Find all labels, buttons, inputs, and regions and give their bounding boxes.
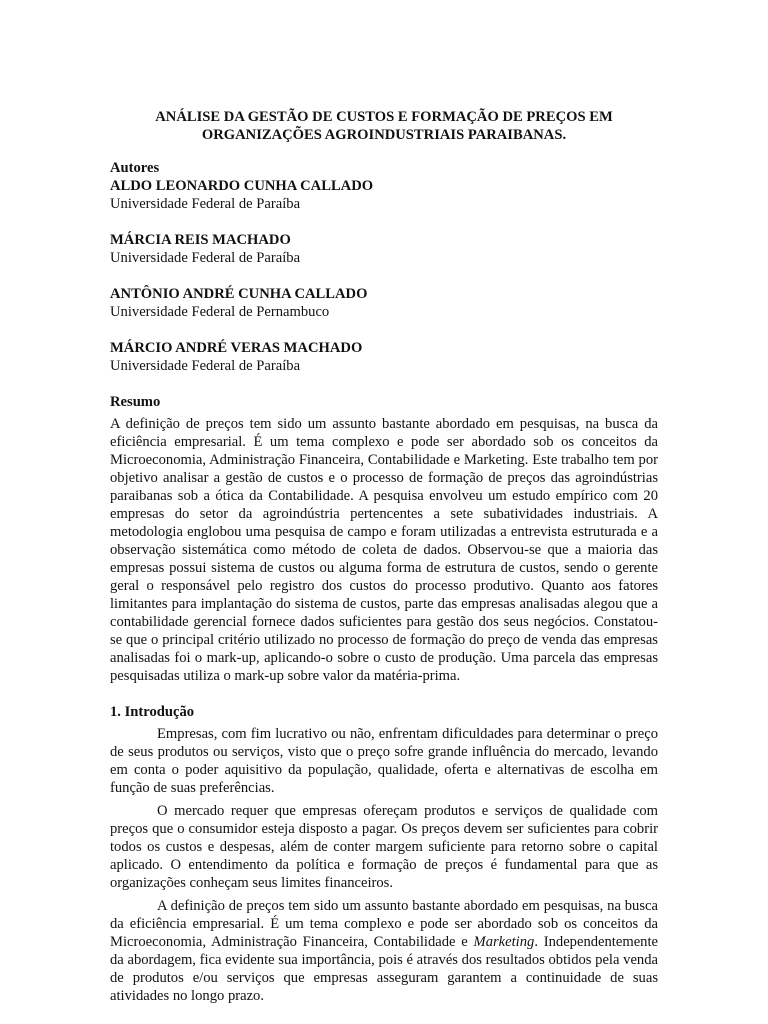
introduction-heading: 1. Introdução [110,704,195,720]
author-block [110,231,658,267]
author-block [110,177,658,213]
author-affiliation: Universidade Federal de Paraíba [110,196,301,212]
paper-title-line-1: ANÁLISE DA GESTÃO DE CUSTOS E FORMAÇÃO DE PREÇOS EM [155,109,613,125]
author-name: ANTÔNIO ANDRÉ CUNHA CALLADO [110,286,368,302]
author-affiliation: Universidade Federal de Pernambuco [110,304,330,320]
introduction-paragraph-3 [110,897,658,1005]
author-affiliation: Universidade Federal de Paraíba [110,358,301,374]
author-block [110,285,658,321]
authors-label: Autores [110,160,160,176]
author-name: MÁRCIA REIS MACHADO [110,232,291,248]
paper-title [110,108,658,144]
abstract-text: A definição de preços tem sido um assunto bastante abordado em pesquisas, na busca da eficiência empresarial. É um tema complexo e pode ser abordado sob os conceitos da Microeconomia, Administração Financeira, Contabilidade e Marketing. Este trabalho tem por objetivo analisar a gestão de custos e o processo de formação de preços das agroindústrias paraibanas sob a ótica da Contabilidade. A pesquisa envolveu um estudo empírico com 20 empresas do setor da agroindústria pertencentes a sete subatividades industriais. A metodologia englobou uma pesquisa de campo e foram utilizadas a entrevista estruturada e a observação sistemática como método de coleta de dados. Observou-se que a maioria das empresas possui sistema de custos ou alguma forma de estrutura de custos, sendo o gerente geral o responsável pelo registro dos custos do processo produtivo. Quanto aos fatores limitantes para implantação do sistema de custos, parte das empresas analisadas alegou que a contabilidade gerencial fornece dados suficientes para gestão dos seus negócios. Constatou-se que o principal critério utilizado no processo de formação do preço de venda das empresas analisadas foi o mark-up, aplicando-o sobre o custo de produção. Uma parcela das empresas pesquisadas utiliza o mark-up sobre valor da matéria-prima. [110,416,658,684]
introduction-paragraph-1: Empresas, com fim lucrativo ou não, enfrentam dificuldades para determinar o preço de seus produtos ou serviços, visto que o preço sofre grande influência do mercado, levando em conta o poder aquisitivo da população, qualidade, oferta e alternativas de escolha em função de suas preferências. [110,726,658,796]
author-name: ALDO LEONARDO CUNHA CALLADO [110,178,374,194]
author-block [110,339,658,375]
paper-title-line-2: ORGANIZAÇÕES AGROINDUSTRIAIS PARAIBANAS. [201,127,567,143]
marketing-italic-term: Marketing [473,934,535,950]
author-name: MÁRCIO ANDRÉ VERAS MACHADO [110,340,363,356]
paragraph-3-text-start: A definição de preços tem sido um assunto bastante abordado em pesquisas, na busca da eficiência empresarial. É um tema complexo e pode ser abordado sob os conceitos da Microeconomia, Administração Financeira, Contabilidade e [110,898,658,950]
paragraph-3-text-end: . Independentemente da abordagem, fica evidente sua importância, pois é através dos resultados obtidos pela venda de produtos e/ou serviços que empresas asseguram garantem a continuidade de suas atividades no longo prazo. [110,934,658,1004]
introduction-paragraph-2: O mercado requer que empresas ofereçam produtos e serviços de qualidade com preços que o consumidor esteja disposto a pagar. Os preços devem ser suficientes para cobrir todos os custos e despesas, além de conter margem suficiente para retorno sobre o capital aplicado. O entendimento da política e formação de preços é fundamental para que as organizações conheçam seus limites financeiros. [110,803,658,891]
author-affiliation: Universidade Federal de Paraíba [110,250,301,266]
abstract-heading: Resumo [110,394,161,410]
